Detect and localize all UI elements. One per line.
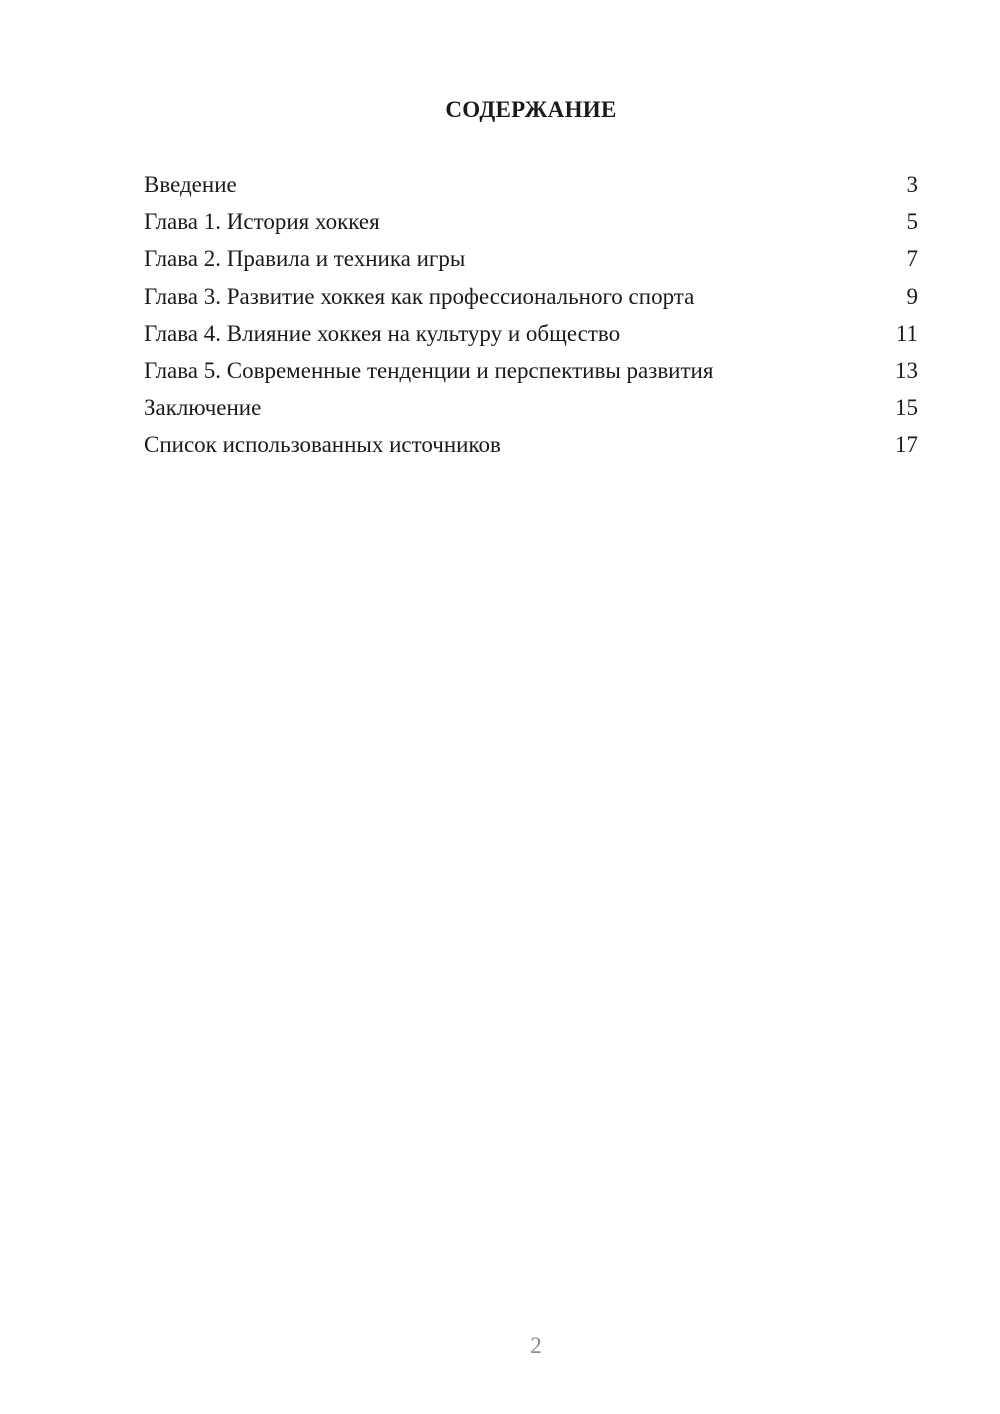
toc-item-page: 9 (906, 283, 918, 309)
toc-item-page: 5 (906, 209, 918, 235)
toc-item-page: 3 (906, 172, 918, 197)
toc-item-page: 11 (895, 320, 918, 346)
toc-heading: СОДЕРЖАНИЕ (445, 97, 617, 122)
toc-item-title: Глава 4. Влияние хоккея на культуру и общество (144, 320, 621, 346)
toc-item-chapter-1 (144, 205, 918, 242)
toc-item-chapter-2 (144, 242, 918, 279)
toc-item-page: 13 (895, 357, 918, 383)
page-number: 2 (530, 1333, 542, 1358)
toc-item-introduction (144, 168, 918, 205)
toc-item-title: Глава 1. История хоккея (144, 209, 380, 235)
toc-item-title: Список использованных источников (144, 432, 501, 458)
toc-item-title: Заключение (144, 395, 262, 421)
toc-item-title: Глава 2. Правила и техника игры (144, 246, 466, 272)
toc-item-references (144, 428, 918, 465)
toc-item-conclusion (144, 391, 918, 428)
toc-item-page: 15 (895, 395, 918, 421)
toc-item-chapter-4 (144, 317, 918, 354)
table-of-contents (144, 168, 918, 466)
toc-item-page: 17 (895, 432, 918, 458)
toc-item-title: Введение (144, 172, 237, 197)
toc-item-title: Глава 3. Развитие хоккея как профессионального спорта (144, 283, 695, 309)
toc-item-chapter-3 (144, 280, 918, 317)
toc-item-page: 7 (906, 246, 918, 272)
toc-item-title: Глава 5. Современные тенденции и перспективы развития (144, 357, 714, 383)
toc-item-chapter-5 (144, 354, 918, 391)
